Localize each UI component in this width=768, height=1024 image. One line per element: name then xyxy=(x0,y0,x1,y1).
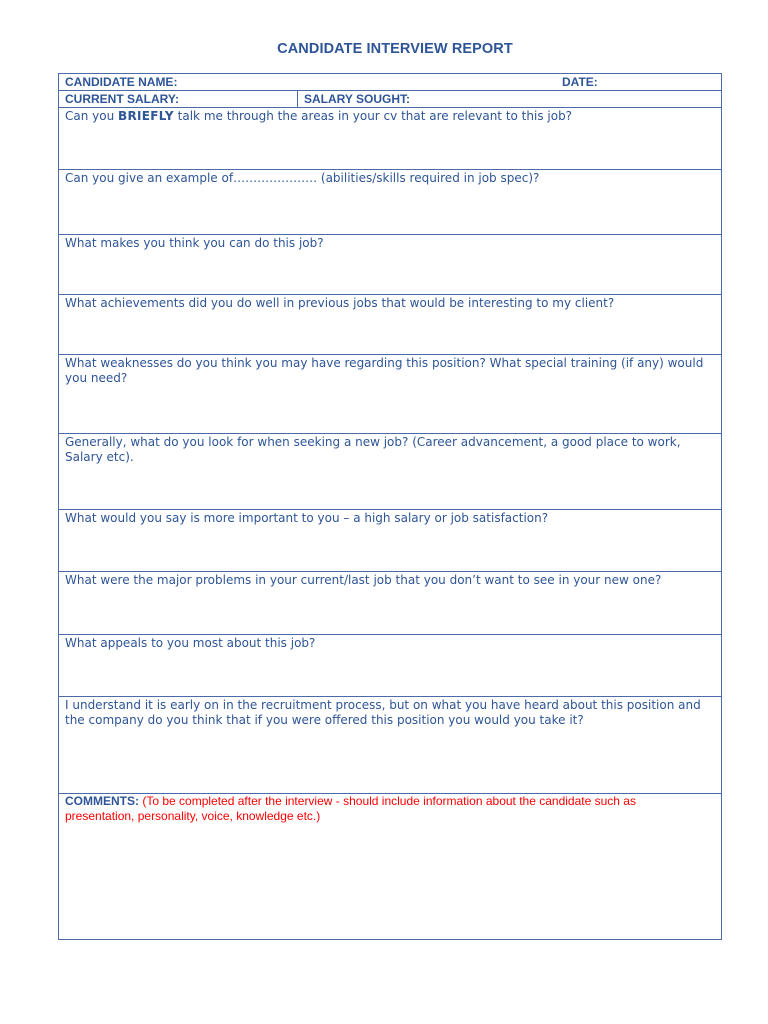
comments-block xyxy=(65,794,691,824)
question-row-salary-vs-satisfaction xyxy=(59,510,721,572)
question-can-do-job: What makes you think you can do this job? xyxy=(65,236,324,250)
question-row-new-job xyxy=(59,434,721,510)
candidate-name-label: CANDIDATE NAME: xyxy=(65,75,178,89)
interview-form-table xyxy=(58,73,722,940)
date-label: DATE: xyxy=(562,75,598,89)
question-appeals: What appeals to you most about this job? xyxy=(65,636,316,650)
question-row-take-position xyxy=(59,697,721,794)
question-salary-vs-satisfaction: What would you say is more important to you – a high salary or job satisfaction? xyxy=(65,511,549,525)
question-new-job: Generally, what do you look for when seeking a new job? (Career advancement, a good place to work, Salary etc). xyxy=(65,435,681,464)
salary-sought-label: SALARY SOUGHT: xyxy=(304,92,411,106)
question-row-cv-areas xyxy=(59,108,721,170)
question-major-problems: What were the major problems in your current/last job that you don’t want to see in your new one? xyxy=(65,573,662,587)
question-text: talk me through the areas in your cv that are relevant to this job? xyxy=(173,109,573,123)
question-row-weaknesses xyxy=(59,355,721,434)
question-weaknesses: What weaknesses do you think you may have regarding this position? What special training (if any) would you need? xyxy=(65,356,704,385)
question-take-position: I understand it is early on in the recruitment process, but on what you have heard about this position and the company do you think that if you were offered this position you would you take it? xyxy=(65,698,701,727)
comments-instructions: (To be completed after the interview - should include information about the candidate such as presentation, personality, voice, knowledge etc.) xyxy=(65,794,636,823)
briefly-emphasis: BRIEFLY xyxy=(118,109,174,123)
question-achievements: What achievements did you do well in previous jobs that would be interesting to my client? xyxy=(65,296,615,310)
comments-row xyxy=(59,794,721,939)
comments-label: COMMENTS: xyxy=(65,794,139,808)
question-row-can-do-job xyxy=(59,235,721,295)
question-text: Can you xyxy=(65,109,119,123)
salary-row xyxy=(59,91,721,108)
current-salary-label: CURRENT SALARY: xyxy=(65,92,179,106)
salary-divider xyxy=(297,91,298,107)
question-row-example xyxy=(59,170,721,235)
question-example: Can you give an example of………………… (abilities/skills required in job spec)? xyxy=(65,171,540,185)
page-title: CANDIDATE INTERVIEW REPORT xyxy=(277,41,513,57)
candidate-name-row xyxy=(59,74,721,91)
question-cv-areas xyxy=(65,109,713,124)
question-row-major-problems xyxy=(59,572,721,635)
question-row-appeals xyxy=(59,635,721,697)
question-row-achievements xyxy=(59,295,721,355)
